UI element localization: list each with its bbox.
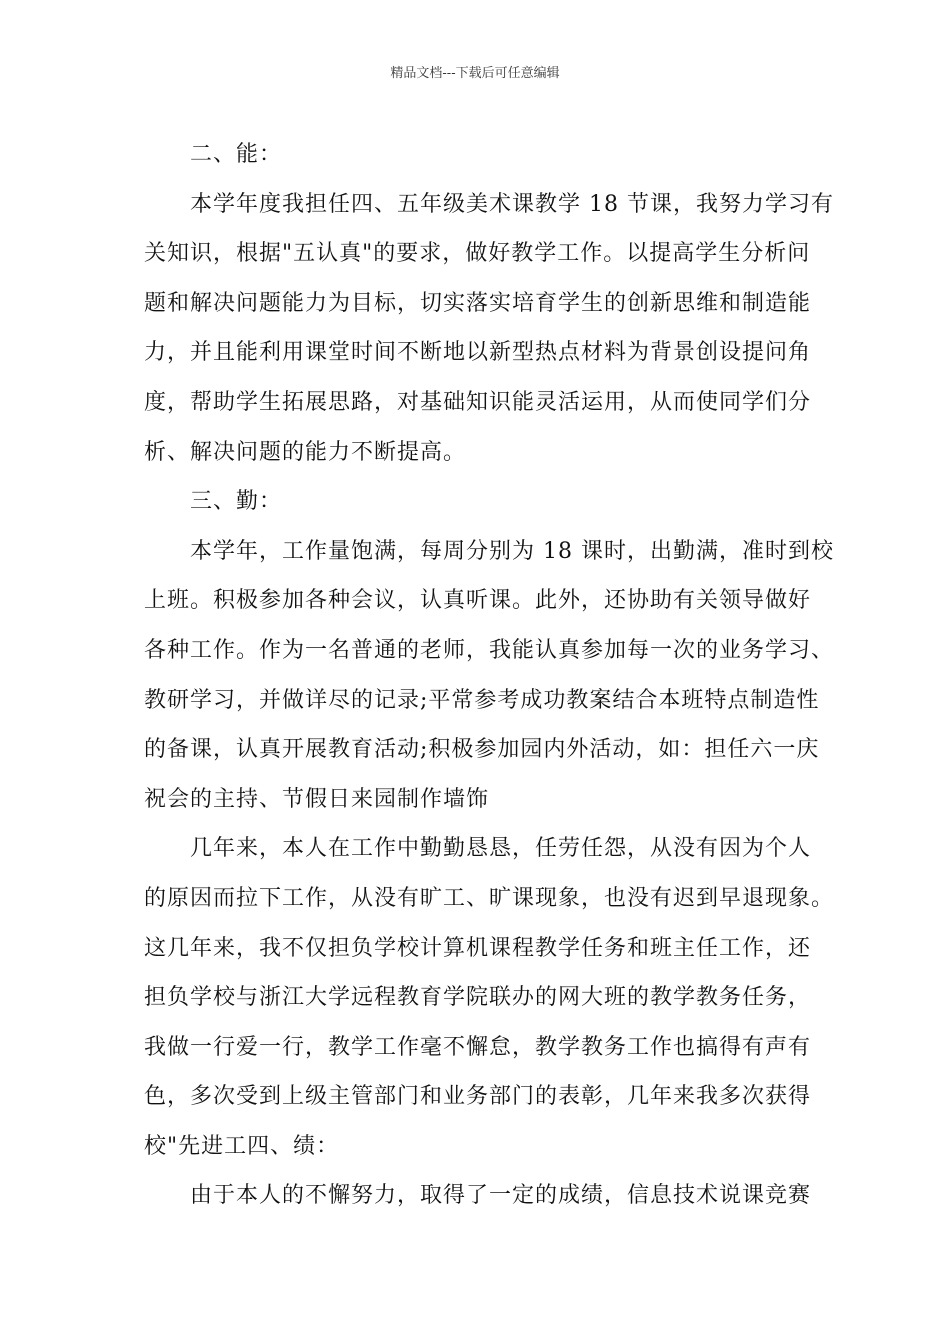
text-line: 教研学习，并做详尽的记录;平常参考成功教案结合本班特点制造性: [144, 687, 820, 713]
text-line: 的备课，认真开展教育活动;积极参加园内外活动，如：担任六一庆: [144, 737, 820, 763]
text-line: 度，帮助学生拓展思路，对基础知识能灵活运用，从而使同学们分: [144, 389, 812, 415]
document-body: [144, 130, 835, 1221]
page-header: 精品文档---下载后可任意编辑: [390, 66, 560, 81]
text-line: 由于本人的不懈努力，取得了一定的成绩，信息技术说课竞赛: [190, 1183, 812, 1209]
text-line: 各种工作。作为一名普通的老师，我能认真参加每一次的业务学习、: [144, 637, 835, 663]
text-line: 色，多次受到上级主管部门和业务部门的表彰，几年来我多次获得: [144, 1084, 812, 1110]
text-line: 祝会的主持、节假日来园制作墙饰: [144, 786, 490, 812]
text-line: 校"先进工四、绩：: [144, 1133, 340, 1159]
text-line: 关知识，根据"五认真"的要求，做好教学工作。以提高学生分析问: [144, 241, 811, 267]
text-line: 题和解决问题能力为目标，切实落实培育学生的创新思维和制造能: [144, 290, 812, 316]
text-line: 上班。积极参加各种会议，认真听课。此外，还协助有关领导做好: [144, 588, 812, 614]
text-line: 本学年度我担任四、五年级美术课教学 18 节课，我努力学习有: [190, 191, 834, 217]
text-line: 力，并且能利用课堂时间不断地以新型热点材料为背景创设提问角: [144, 340, 812, 366]
text-line: 二、能：: [190, 142, 283, 167]
text-line: 担负学校与浙江大学远程教育学院联办的网大班的教学教务任务，: [144, 985, 812, 1011]
text-line: 本学年，工作量饱满，每周分别为 18 课时，出勤满，准时到校: [190, 538, 834, 564]
text-line: 析、解决问题的能力不断提高。: [144, 439, 467, 465]
text-line: 的原因而拉下工作，从没有旷工、旷课现象，也没有迟到早退现象。: [144, 885, 835, 911]
text-line: 三、勤：: [190, 489, 283, 515]
text-line: 这几年来，我不仅担负学校计算机课程教学任务和班主任工作，还: [144, 935, 812, 961]
text-line: 几年来，本人在工作中勤勤恳恳，任劳任怨，从没有因为个人: [190, 836, 812, 862]
text-line: 我做一行爱一行，教学工作毫不懈怠，教学教务工作也搞得有声有: [144, 1034, 812, 1060]
